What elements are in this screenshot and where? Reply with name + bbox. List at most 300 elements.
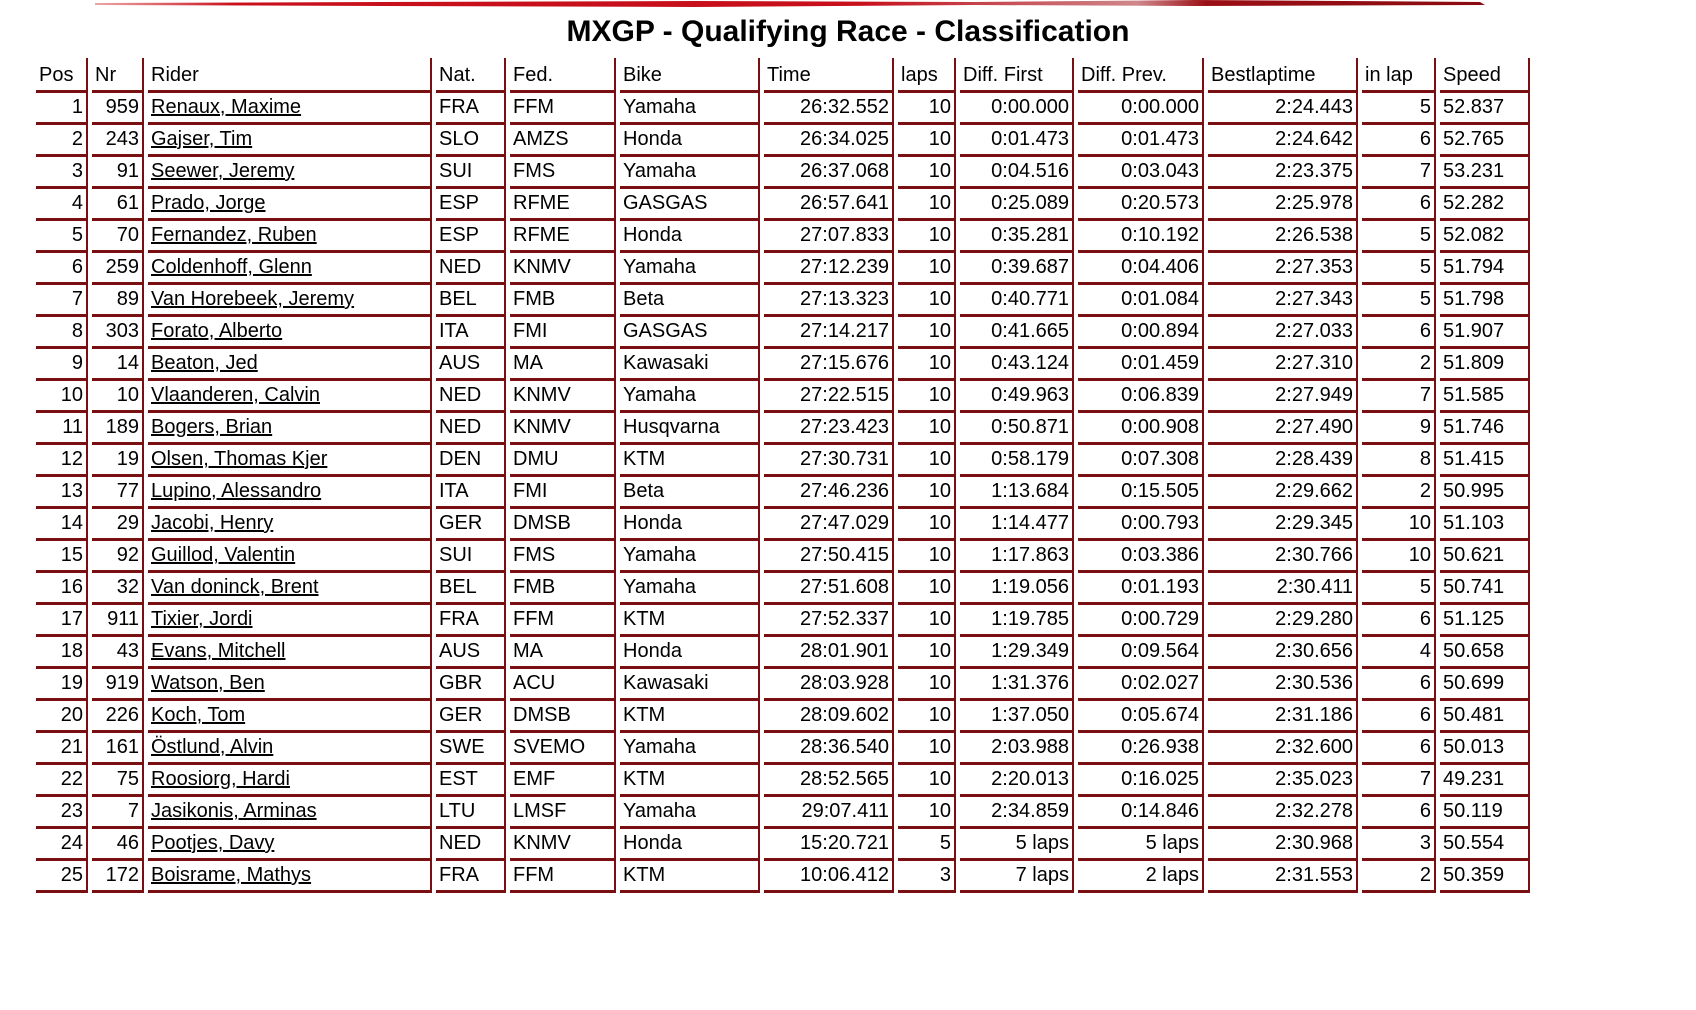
cell-rider bbox=[148, 637, 432, 669]
cell-time: 27:52.337 bbox=[764, 605, 894, 637]
table-row bbox=[36, 125, 1530, 157]
cell-nr: 46 bbox=[92, 829, 144, 861]
cell-nr: 70 bbox=[92, 221, 144, 253]
cell-rider bbox=[148, 541, 432, 573]
table-row bbox=[36, 765, 1530, 797]
rider-link[interactable]: Van Horebeek, Jeremy bbox=[151, 288, 355, 310]
rider-link[interactable]: Evans, Mitchell bbox=[151, 640, 286, 662]
table-row bbox=[36, 797, 1530, 829]
cell-time: 28:01.901 bbox=[764, 637, 894, 669]
cell-pos: 3 bbox=[36, 157, 88, 189]
cell-nr: 259 bbox=[92, 253, 144, 285]
cell-speed: 50.481 bbox=[1440, 701, 1530, 733]
cell-time: 15:20.721 bbox=[764, 829, 894, 861]
cell-speed: 51.907 bbox=[1440, 317, 1530, 349]
cell-bestlaptime: 2:30.968 bbox=[1208, 829, 1358, 861]
cell-in-lap: 6 bbox=[1362, 669, 1436, 701]
cell-speed: 50.658 bbox=[1440, 637, 1530, 669]
col-header-pos: Pos bbox=[36, 58, 88, 93]
table-row bbox=[36, 157, 1530, 189]
table-row bbox=[36, 253, 1530, 285]
cell-fed: ACU bbox=[510, 669, 616, 701]
cell-diff-prev: 0:00.908 bbox=[1078, 413, 1204, 445]
cell-nr: 75 bbox=[92, 765, 144, 797]
cell-pos: 24 bbox=[36, 829, 88, 861]
cell-diff-prev: 0:01.193 bbox=[1078, 573, 1204, 605]
cell-diff-first: 0:39.687 bbox=[960, 253, 1074, 285]
cell-bike: Yamaha bbox=[620, 93, 760, 125]
cell-laps: 10 bbox=[898, 477, 956, 509]
cell-diff-prev: 0:04.406 bbox=[1078, 253, 1204, 285]
cell-diff-first: 0:40.771 bbox=[960, 285, 1074, 317]
cell-diff-prev: 0:09.564 bbox=[1078, 637, 1204, 669]
cell-fed: KNMV bbox=[510, 413, 616, 445]
cell-diff-first: 1:19.785 bbox=[960, 605, 1074, 637]
cell-fed: AMZS bbox=[510, 125, 616, 157]
col-header-bike: Bike bbox=[620, 58, 760, 93]
rider-link[interactable]: Forato, Alberto bbox=[151, 320, 283, 342]
cell-diff-prev: 0:15.505 bbox=[1078, 477, 1204, 509]
cell-time: 27:07.833 bbox=[764, 221, 894, 253]
cell-speed: 52.082 bbox=[1440, 221, 1530, 253]
cell-time: 27:30.731 bbox=[764, 445, 894, 477]
cell-in-lap: 6 bbox=[1362, 605, 1436, 637]
col-header-bestlaptime: Bestlaptime bbox=[1208, 58, 1358, 93]
cell-fed: KNMV bbox=[510, 381, 616, 413]
cell-nr: 61 bbox=[92, 189, 144, 221]
cell-speed: 51.798 bbox=[1440, 285, 1530, 317]
cell-bike: Honda bbox=[620, 637, 760, 669]
cell-rider bbox=[148, 733, 432, 765]
cell-nr: 19 bbox=[92, 445, 144, 477]
cell-bike: Yamaha bbox=[620, 541, 760, 573]
cell-in-lap: 7 bbox=[1362, 381, 1436, 413]
cell-pos: 5 bbox=[36, 221, 88, 253]
cell-laps: 10 bbox=[898, 381, 956, 413]
cell-speed: 49.231 bbox=[1440, 765, 1530, 797]
cell-diff-first: 0:43.124 bbox=[960, 349, 1074, 381]
cell-time: 29:07.411 bbox=[764, 797, 894, 829]
cell-rider bbox=[148, 701, 432, 733]
cell-speed: 52.837 bbox=[1440, 93, 1530, 125]
cell-nr: 91 bbox=[92, 157, 144, 189]
cell-laps: 10 bbox=[898, 509, 956, 541]
cell-bestlaptime: 2:31.186 bbox=[1208, 701, 1358, 733]
cell-fed: FMI bbox=[510, 317, 616, 349]
cell-nr: 303 bbox=[92, 317, 144, 349]
rider-link[interactable]: Renaux, Maxime bbox=[151, 96, 302, 118]
cell-diff-first: 0:25.089 bbox=[960, 189, 1074, 221]
cell-laps: 10 bbox=[898, 605, 956, 637]
cell-bestlaptime: 2:25.978 bbox=[1208, 189, 1358, 221]
cell-nat: SWE bbox=[436, 733, 506, 765]
cell-pos: 20 bbox=[36, 701, 88, 733]
cell-nat: LTU bbox=[436, 797, 506, 829]
cell-bestlaptime: 2:27.343 bbox=[1208, 285, 1358, 317]
cell-nr: 172 bbox=[92, 861, 144, 893]
cell-laps: 10 bbox=[898, 125, 956, 157]
cell-time: 28:03.928 bbox=[764, 669, 894, 701]
cell-fed: MA bbox=[510, 637, 616, 669]
cell-nat: GER bbox=[436, 509, 506, 541]
rider-link[interactable]: Pootjes, Davy bbox=[151, 832, 275, 854]
cell-diff-prev: 0:00.894 bbox=[1078, 317, 1204, 349]
cell-pos: 16 bbox=[36, 573, 88, 605]
cell-bestlaptime: 2:32.600 bbox=[1208, 733, 1358, 765]
cell-bike: Yamaha bbox=[620, 381, 760, 413]
cell-diff-prev: 0:03.043 bbox=[1078, 157, 1204, 189]
cell-rider bbox=[148, 413, 432, 445]
cell-in-lap: 2 bbox=[1362, 349, 1436, 381]
rider-link[interactable]: Seewer, Jeremy bbox=[151, 160, 295, 182]
table-row bbox=[36, 541, 1530, 573]
cell-nat: NED bbox=[436, 253, 506, 285]
cell-bestlaptime: 2:29.345 bbox=[1208, 509, 1358, 541]
rider-link[interactable]: Beaton, Jed bbox=[151, 352, 258, 374]
cell-nr: 919 bbox=[92, 669, 144, 701]
col-header-nr: Nr bbox=[92, 58, 144, 93]
cell-diff-prev: 0:01.459 bbox=[1078, 349, 1204, 381]
cell-in-lap: 5 bbox=[1362, 93, 1436, 125]
rider-link[interactable]: Jasikonis, Arminas bbox=[151, 800, 317, 822]
cell-time: 27:12.239 bbox=[764, 253, 894, 285]
col-header-in-lap: in lap bbox=[1362, 58, 1436, 93]
rider-link[interactable]: Vlaanderen, Calvin bbox=[151, 384, 320, 406]
cell-fed: FFM bbox=[510, 861, 616, 893]
cell-nr: 43 bbox=[92, 637, 144, 669]
cell-bike: KTM bbox=[620, 861, 760, 893]
cell-nat: FRA bbox=[436, 93, 506, 125]
table-row bbox=[36, 573, 1530, 605]
rider-link[interactable]: Bogers, Brian bbox=[151, 416, 273, 438]
rider-link[interactable]: Watson, Ben bbox=[151, 672, 265, 694]
cell-bike: Honda bbox=[620, 125, 760, 157]
rider-link[interactable]: Fernandez, Ruben bbox=[151, 224, 317, 246]
cell-laps: 10 bbox=[898, 285, 956, 317]
col-header-laps: laps bbox=[898, 58, 956, 93]
cell-speed: 50.995 bbox=[1440, 477, 1530, 509]
red-brush-banner bbox=[95, 0, 1485, 9]
cell-diff-prev: 0:14.846 bbox=[1078, 797, 1204, 829]
cell-bestlaptime: 2:27.033 bbox=[1208, 317, 1358, 349]
rider-link[interactable]: Jacobi, Henry bbox=[151, 512, 274, 534]
cell-bike: Beta bbox=[620, 285, 760, 317]
cell-laps: 10 bbox=[898, 157, 956, 189]
cell-nr: 226 bbox=[92, 701, 144, 733]
cell-pos: 12 bbox=[36, 445, 88, 477]
cell-nr: 14 bbox=[92, 349, 144, 381]
rider-link[interactable]: Guillod, Valentin bbox=[151, 544, 296, 566]
cell-rider bbox=[148, 157, 432, 189]
cell-nat: SUI bbox=[436, 157, 506, 189]
table-row bbox=[36, 93, 1530, 125]
cell-in-lap: 4 bbox=[1362, 637, 1436, 669]
cell-time: 27:51.608 bbox=[764, 573, 894, 605]
cell-bestlaptime: 2:24.443 bbox=[1208, 93, 1358, 125]
cell-diff-prev: 0:02.027 bbox=[1078, 669, 1204, 701]
cell-rider bbox=[148, 605, 432, 637]
cell-diff-prev: 0:07.308 bbox=[1078, 445, 1204, 477]
cell-laps: 10 bbox=[898, 317, 956, 349]
rider-link[interactable]: Östlund, Alvin bbox=[151, 736, 274, 758]
cell-in-lap: 8 bbox=[1362, 445, 1436, 477]
cell-diff-prev: 0:00.793 bbox=[1078, 509, 1204, 541]
col-header-diff-prev: Diff. Prev. bbox=[1078, 58, 1204, 93]
table-row bbox=[36, 605, 1530, 637]
cell-nat: FRA bbox=[436, 861, 506, 893]
cell-pos: 9 bbox=[36, 349, 88, 381]
cell-laps: 10 bbox=[898, 221, 956, 253]
cell-fed: FMS bbox=[510, 541, 616, 573]
cell-bestlaptime: 2:27.949 bbox=[1208, 381, 1358, 413]
cell-in-lap: 6 bbox=[1362, 317, 1436, 349]
table-row bbox=[36, 221, 1530, 253]
cell-diff-prev: 5 laps bbox=[1078, 829, 1204, 861]
cell-time: 27:14.217 bbox=[764, 317, 894, 349]
cell-rider bbox=[148, 349, 432, 381]
cell-pos: 2 bbox=[36, 125, 88, 157]
cell-nat: AUS bbox=[436, 349, 506, 381]
cell-bike: Yamaha bbox=[620, 157, 760, 189]
cell-speed: 51.794 bbox=[1440, 253, 1530, 285]
cell-nat: ITA bbox=[436, 317, 506, 349]
rider-link[interactable]: Coldenhoff, Glenn bbox=[151, 256, 312, 278]
cell-bestlaptime: 2:26.538 bbox=[1208, 221, 1358, 253]
cell-laps: 10 bbox=[898, 349, 956, 381]
cell-time: 27:15.676 bbox=[764, 349, 894, 381]
cell-bike: GASGAS bbox=[620, 189, 760, 221]
cell-speed: 50.621 bbox=[1440, 541, 1530, 573]
cell-bestlaptime: 2:29.280 bbox=[1208, 605, 1358, 637]
cell-rider bbox=[148, 253, 432, 285]
cell-fed: FMB bbox=[510, 573, 616, 605]
cell-laps: 10 bbox=[898, 541, 956, 573]
cell-nr: 911 bbox=[92, 605, 144, 637]
cell-bike: Husqvarna bbox=[620, 413, 760, 445]
table-header-row bbox=[36, 58, 1530, 93]
cell-laps: 10 bbox=[898, 765, 956, 797]
cell-nat: ESP bbox=[436, 189, 506, 221]
cell-in-lap: 6 bbox=[1362, 189, 1436, 221]
col-header-time: Time bbox=[764, 58, 894, 93]
cell-in-lap: 2 bbox=[1362, 477, 1436, 509]
rider-link[interactable]: Boisrame, Mathys bbox=[151, 864, 312, 886]
table-row bbox=[36, 349, 1530, 381]
cell-bestlaptime: 2:35.023 bbox=[1208, 765, 1358, 797]
cell-time: 26:32.552 bbox=[764, 93, 894, 125]
cell-pos: 19 bbox=[36, 669, 88, 701]
cell-time: 27:46.236 bbox=[764, 477, 894, 509]
cell-in-lap: 5 bbox=[1362, 221, 1436, 253]
cell-nr: 32 bbox=[92, 573, 144, 605]
cell-nat: GER bbox=[436, 701, 506, 733]
cell-in-lap: 5 bbox=[1362, 253, 1436, 285]
cell-laps: 10 bbox=[898, 701, 956, 733]
cell-pos: 4 bbox=[36, 189, 88, 221]
cell-laps: 3 bbox=[898, 861, 956, 893]
cell-nr: 959 bbox=[92, 93, 144, 125]
cell-laps: 10 bbox=[898, 93, 956, 125]
cell-fed: RFME bbox=[510, 189, 616, 221]
cell-diff-prev: 0:20.573 bbox=[1078, 189, 1204, 221]
cell-nr: 10 bbox=[92, 381, 144, 413]
cell-nat: SLO bbox=[436, 125, 506, 157]
cell-diff-prev: 0:03.386 bbox=[1078, 541, 1204, 573]
cell-bestlaptime: 2:27.353 bbox=[1208, 253, 1358, 285]
cell-pos: 6 bbox=[36, 253, 88, 285]
cell-speed: 52.765 bbox=[1440, 125, 1530, 157]
table-row bbox=[36, 381, 1530, 413]
cell-in-lap: 6 bbox=[1362, 797, 1436, 829]
cell-diff-first: 1:29.349 bbox=[960, 637, 1074, 669]
rider-link[interactable]: Prado, Jorge bbox=[151, 192, 266, 214]
cell-bestlaptime: 2:30.536 bbox=[1208, 669, 1358, 701]
cell-diff-prev: 0:00.729 bbox=[1078, 605, 1204, 637]
cell-speed: 51.103 bbox=[1440, 509, 1530, 541]
cell-diff-prev: 0:06.839 bbox=[1078, 381, 1204, 413]
cell-fed: FFM bbox=[510, 93, 616, 125]
cell-in-lap: 10 bbox=[1362, 509, 1436, 541]
cell-fed: EMF bbox=[510, 765, 616, 797]
cell-bestlaptime: 2:27.310 bbox=[1208, 349, 1358, 381]
cell-rider bbox=[148, 445, 432, 477]
cell-time: 27:22.515 bbox=[764, 381, 894, 413]
cell-nat: BEL bbox=[436, 285, 506, 317]
cell-bike: Kawasaki bbox=[620, 669, 760, 701]
cell-bestlaptime: 2:32.278 bbox=[1208, 797, 1358, 829]
table-row bbox=[36, 317, 1530, 349]
cell-fed: LMSF bbox=[510, 797, 616, 829]
cell-bike: KTM bbox=[620, 701, 760, 733]
cell-nat: GBR bbox=[436, 669, 506, 701]
cell-bike: Yamaha bbox=[620, 573, 760, 605]
cell-in-lap: 7 bbox=[1362, 157, 1436, 189]
col-header-diff-first: Diff. First bbox=[960, 58, 1074, 93]
cell-bike: Honda bbox=[620, 829, 760, 861]
cell-time: 27:47.029 bbox=[764, 509, 894, 541]
table-row bbox=[36, 477, 1530, 509]
cell-diff-first: 5 laps bbox=[960, 829, 1074, 861]
cell-diff-first: 7 laps bbox=[960, 861, 1074, 893]
cell-nat: NED bbox=[436, 829, 506, 861]
table-row bbox=[36, 733, 1530, 765]
cell-fed: KNMV bbox=[510, 829, 616, 861]
cell-rider bbox=[148, 829, 432, 861]
cell-nr: 77 bbox=[92, 477, 144, 509]
table-row bbox=[36, 413, 1530, 445]
cell-nr: 29 bbox=[92, 509, 144, 541]
table-row bbox=[36, 701, 1530, 733]
cell-bike: Yamaha bbox=[620, 253, 760, 285]
cell-rider bbox=[148, 285, 432, 317]
cell-speed: 53.231 bbox=[1440, 157, 1530, 189]
cell-pos: 8 bbox=[36, 317, 88, 349]
table-row bbox=[36, 861, 1530, 893]
rider-link[interactable]: Lupino, Alessandro bbox=[151, 480, 322, 502]
cell-speed: 51.585 bbox=[1440, 381, 1530, 413]
cell-time: 28:52.565 bbox=[764, 765, 894, 797]
cell-fed: DMU bbox=[510, 445, 616, 477]
cell-bike: Yamaha bbox=[620, 733, 760, 765]
cell-fed: DMSB bbox=[510, 509, 616, 541]
cell-diff-first: 1:14.477 bbox=[960, 509, 1074, 541]
cell-diff-first: 0:58.179 bbox=[960, 445, 1074, 477]
cell-diff-prev: 0:10.192 bbox=[1078, 221, 1204, 253]
cell-bike: KTM bbox=[620, 445, 760, 477]
cell-pos: 10 bbox=[36, 381, 88, 413]
cell-nat: ESP bbox=[436, 221, 506, 253]
cell-rider bbox=[148, 669, 432, 701]
cell-speed: 51.809 bbox=[1440, 349, 1530, 381]
cell-speed: 50.699 bbox=[1440, 669, 1530, 701]
cell-speed: 50.554 bbox=[1440, 829, 1530, 861]
cell-nat: AUS bbox=[436, 637, 506, 669]
cell-laps: 10 bbox=[898, 637, 956, 669]
cell-diff-first: 1:31.376 bbox=[960, 669, 1074, 701]
cell-time: 26:37.068 bbox=[764, 157, 894, 189]
rider-link[interactable]: Tixier, Jordi bbox=[151, 608, 253, 630]
cell-in-lap: 10 bbox=[1362, 541, 1436, 573]
cell-bestlaptime: 2:27.490 bbox=[1208, 413, 1358, 445]
cell-time: 26:34.025 bbox=[764, 125, 894, 157]
cell-diff-first: 2:20.013 bbox=[960, 765, 1074, 797]
cell-diff-first: 0:50.871 bbox=[960, 413, 1074, 445]
cell-in-lap: 7 bbox=[1362, 765, 1436, 797]
cell-nr: 89 bbox=[92, 285, 144, 317]
rider-link[interactable]: Roosiorg, Hardi bbox=[151, 768, 290, 790]
col-header-rider: Rider bbox=[148, 58, 432, 93]
cell-nat: NED bbox=[436, 381, 506, 413]
rider-link[interactable]: Van doninck, Brent bbox=[151, 576, 319, 598]
cell-fed: DMSB bbox=[510, 701, 616, 733]
cell-time: 27:13.323 bbox=[764, 285, 894, 317]
cell-diff-prev: 2 laps bbox=[1078, 861, 1204, 893]
table-row bbox=[36, 189, 1530, 221]
rider-link[interactable]: Gajser, Tim bbox=[151, 128, 253, 150]
cell-rider bbox=[148, 765, 432, 797]
cell-time: 27:50.415 bbox=[764, 541, 894, 573]
cell-in-lap: 3 bbox=[1362, 829, 1436, 861]
cell-laps: 10 bbox=[898, 413, 956, 445]
table-body bbox=[36, 93, 1530, 893]
rider-link[interactable]: Olsen, Thomas Kjer bbox=[151, 448, 328, 470]
cell-diff-prev: 0:00.000 bbox=[1078, 93, 1204, 125]
cell-pos: 18 bbox=[36, 637, 88, 669]
cell-speed: 51.746 bbox=[1440, 413, 1530, 445]
cell-diff-first: 0:01.473 bbox=[960, 125, 1074, 157]
col-header-nat: Nat. bbox=[436, 58, 506, 93]
cell-pos: 11 bbox=[36, 413, 88, 445]
cell-fed: SVEMO bbox=[510, 733, 616, 765]
cell-bike: Honda bbox=[620, 221, 760, 253]
cell-bestlaptime: 2:30.656 bbox=[1208, 637, 1358, 669]
cell-rider bbox=[148, 189, 432, 221]
cell-bike: Beta bbox=[620, 477, 760, 509]
cell-diff-prev: 0:05.674 bbox=[1078, 701, 1204, 733]
cell-nat: ITA bbox=[436, 477, 506, 509]
cell-rider bbox=[148, 861, 432, 893]
cell-time: 27:23.423 bbox=[764, 413, 894, 445]
cell-laps: 10 bbox=[898, 445, 956, 477]
cell-laps: 10 bbox=[898, 253, 956, 285]
cell-diff-prev: 0:26.938 bbox=[1078, 733, 1204, 765]
cell-nr: 243 bbox=[92, 125, 144, 157]
rider-link[interactable]: Koch, Tom bbox=[151, 704, 246, 726]
table-row bbox=[36, 669, 1530, 701]
cell-diff-first: 1:37.050 bbox=[960, 701, 1074, 733]
cell-bestlaptime: 2:29.662 bbox=[1208, 477, 1358, 509]
cell-diff-first: 1:19.056 bbox=[960, 573, 1074, 605]
